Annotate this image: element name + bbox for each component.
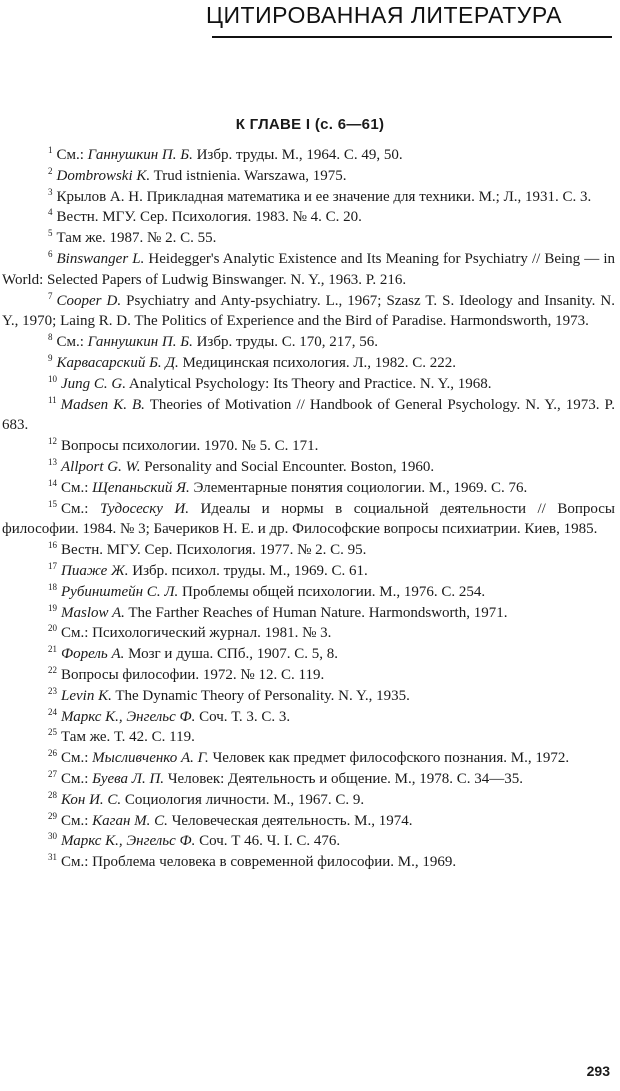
reference-prefix: См.: <box>61 479 93 496</box>
running-head <box>0 0 620 45</box>
reference-item <box>2 499 615 541</box>
reference-item <box>2 852 615 873</box>
reference-number: 11 <box>48 394 57 405</box>
reference-text: Человек как предмет философского познания. М., 1972. <box>208 750 570 767</box>
reference-text: The Farther Reaches of Human Nature. Harmondsworth, 1971. <box>124 604 508 621</box>
reference-author: Пиаже Ж. <box>61 562 129 579</box>
reference-text: Вопросы философии. 1972. № 12. С. 119. <box>61 666 325 683</box>
reference-item <box>2 623 615 644</box>
reference-item <box>2 831 615 852</box>
reference-prefix: См.: <box>61 750 93 767</box>
reference-author: Буева Л. П. <box>92 770 165 787</box>
reference-number: 22 <box>48 664 57 675</box>
reference-number: 30 <box>48 831 57 842</box>
reference-text: Элементарные понятия социологии. М., 1969. С. 76. <box>189 479 528 496</box>
reference-text: Избр. труды. С. 170, 217, 56. <box>192 334 379 351</box>
reference-number: 10 <box>48 373 57 384</box>
reference-item <box>2 374 615 395</box>
reference-author: Каган М. С. <box>92 812 168 829</box>
reference-text: Мозг и душа. СПб., 1907. С. 5, 8. <box>124 646 339 663</box>
reference-author: Карвасарский Б. Д. <box>56 354 179 371</box>
reference-number: 8 <box>48 332 53 343</box>
reference-number: 29 <box>48 810 57 821</box>
reference-author: Cooper D. <box>56 292 122 309</box>
reference-number: 6 <box>48 248 53 259</box>
reference-text: Вестн. МГУ. Сер. Психология. 1983. № 4. С. 20. <box>56 209 362 226</box>
reference-prefix: См.: <box>61 500 100 517</box>
reference-number: 24 <box>48 706 57 717</box>
reference-text: Соч. Т. 3. С. 3. <box>195 708 291 725</box>
reference-number: 5 <box>48 228 53 239</box>
reference-item <box>2 582 615 603</box>
reference-author: Madsen K. B. <box>60 396 145 413</box>
reference-author: Рубинштейн С. Л. <box>61 583 179 600</box>
reference-item <box>2 478 615 499</box>
reference-item <box>2 353 615 374</box>
reference-number: 19 <box>48 602 57 613</box>
reference-number: 20 <box>48 623 57 634</box>
reference-text: Theories of Motivation // Handbook of General Psychology. N. Y., 1973. P. 683. <box>2 396 615 434</box>
reference-text: Heidegger's Analytic Existence and Its Meaning for Psychiatry // Being — in World: Selected Papers of Ludwig Binswanger. N. Y., 1963. P. 216. <box>2 250 616 288</box>
reference-author: Dombrowski K. <box>56 167 151 184</box>
reference-author: Кон И. С. <box>61 791 122 808</box>
reference-number: 18 <box>48 581 57 592</box>
reference-text: Вопросы психологии. 1970. № 5. С. 171. <box>61 438 319 455</box>
reference-author: Binswanger L. <box>56 250 145 267</box>
reference-item <box>2 228 615 249</box>
reference-text: Personality and Social Encounter. Boston, 1960. <box>140 458 435 475</box>
reference-number: 15 <box>48 498 57 509</box>
running-head-rule <box>212 36 612 38</box>
reference-prefix: См.: <box>61 770 93 787</box>
reference-number: 13 <box>48 456 57 467</box>
reference-item <box>2 436 615 457</box>
reference-list <box>2 145 615 873</box>
reference-number: 28 <box>48 789 57 800</box>
reference-item <box>2 603 615 624</box>
reference-item <box>2 207 615 228</box>
reference-text: См.: Проблема человека в современной философии. М., 1969. <box>61 854 457 871</box>
reference-text: Там же. 1987. № 2. С. 55. <box>56 230 217 247</box>
reference-author: Щепаньский Я. <box>92 479 190 496</box>
reference-text: Проблемы общей психологии. М., 1976. С. 254. <box>178 583 486 600</box>
reference-text: Идеалы и нормы в социальной деятельности // Вопросы философии. 1984. № 3; Бачериков Н. Е. и др. Философские вопросы психиатрии. Киев, 1985. <box>2 500 615 538</box>
reference-item <box>2 166 615 187</box>
reference-author: Ганнушкин П. Б. <box>87 147 193 163</box>
reference-text: Медицинская психология. Л., 1982. С. 222. <box>178 354 457 371</box>
reference-number: 25 <box>48 727 57 738</box>
reference-prefix: См.: <box>56 147 88 163</box>
reference-number: 3 <box>48 186 53 197</box>
reference-item <box>2 707 615 728</box>
page-number: 293 <box>586 1063 610 1079</box>
reference-item <box>2 811 615 832</box>
reference-number: 27 <box>48 768 57 779</box>
reference-item <box>2 249 615 291</box>
reference-item <box>2 561 615 582</box>
reference-author: Маркс К., Энгельс Ф. <box>61 833 196 850</box>
reference-number: 16 <box>48 540 57 551</box>
reference-number: 31 <box>48 852 57 863</box>
reference-item <box>2 540 615 561</box>
reference-number: 9 <box>48 352 53 363</box>
reference-author: Maslow A. <box>61 604 125 621</box>
reference-prefix: См.: <box>61 812 93 829</box>
reference-number: 7 <box>48 290 53 301</box>
reference-item <box>2 332 615 353</box>
reference-item <box>2 644 615 665</box>
reference-item <box>2 790 615 811</box>
reference-text: Социология личности. М., 1967. С. 9. <box>121 791 365 808</box>
reference-number: 2 <box>48 165 53 176</box>
reference-author: Ганнушкин П. Б. <box>87 334 193 351</box>
reference-author: Мысливченко А. Г. <box>92 750 209 767</box>
reference-text: Избр. труды. М., 1964. С. 49, 50. <box>192 147 403 163</box>
reference-item <box>2 727 615 748</box>
reference-author: Форель А. <box>61 646 125 663</box>
reference-number: 4 <box>48 207 53 218</box>
chapter-heading: К ГЛАВЕ I (с. 6—61) <box>235 116 385 133</box>
reference-text: Крылов А. Н. Прикладная математика и ее значение для техники. М.; Л., 1931. С. 3. <box>56 188 592 205</box>
reference-author: Маркс К., Энгельс Ф. <box>61 708 196 725</box>
reference-text: Избр. психол. труды. М., 1969. С. 61. <box>128 562 368 579</box>
reference-item <box>2 665 615 686</box>
reference-text: См.: Психологический журнал. 1981. № 3. <box>61 625 332 642</box>
reference-author: Тудосеску И. <box>99 500 189 517</box>
reference-author: Levin K. <box>61 687 112 704</box>
reference-number: 21 <box>48 644 57 655</box>
reference-item <box>2 686 615 707</box>
reference-number: 26 <box>48 748 57 759</box>
reference-text: Analytical Psychology: Its Theory and Practice. N. Y., 1968. <box>126 375 492 392</box>
reference-item <box>2 187 615 208</box>
reference-item <box>2 748 615 769</box>
reference-number: 14 <box>48 477 57 488</box>
reference-item <box>2 291 615 333</box>
reference-text: Вестн. МГУ. Сер. Психология. 1977. № 2. С. 95. <box>61 542 367 559</box>
reference-text: Человек: Деятельность и общение. М., 1978. С. 34—35. <box>164 770 523 787</box>
reference-text: Человеческая деятельность. М., 1974. <box>167 812 413 829</box>
reference-text: Соч. Т 46. Ч. I. С. 476. <box>195 833 341 850</box>
reference-item <box>2 395 615 437</box>
reference-item <box>2 457 615 478</box>
reference-text: Trud istnienia. Warszawa, 1975. <box>150 167 347 184</box>
running-head-title: ЦИТИРОВАННАЯ ЛИТЕРАТУРА <box>206 2 562 28</box>
reference-item <box>2 769 615 790</box>
reference-number: 23 <box>48 685 57 696</box>
reference-text: Там же. Т. 42. С. 119. <box>61 729 195 746</box>
reference-author: Allport G. W. <box>61 458 141 475</box>
reference-number: 1 <box>48 145 53 155</box>
reference-text: The Dynamic Theory of Personality. N. Y., 1935. <box>111 687 410 704</box>
reference-author: Jung C. G. <box>61 375 126 392</box>
reference-text: Psychiatry and Anty-psychiatry. L., 1967; Szasz T. S. Ideology and Insanity. N. Y., 1970; Laing R. D. The Politics of Experience and the Bird of Paradise. Harmondsworth, 1973. <box>2 292 615 330</box>
reference-prefix: См.: <box>56 334 88 351</box>
reference-number: 17 <box>48 560 57 571</box>
reference-number: 12 <box>48 436 57 447</box>
reference-item <box>2 145 615 166</box>
